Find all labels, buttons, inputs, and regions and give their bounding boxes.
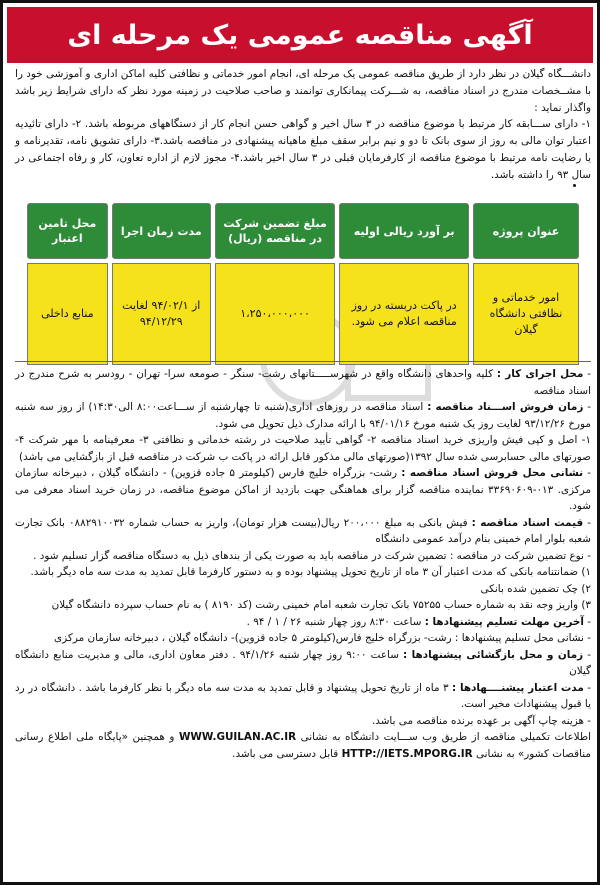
header-duration: مدت زمان اجرا <box>112 203 211 259</box>
intro-paragraph: دانشـــگاه گیلان در نظر دارد از طریق مناقصه عمومی یک مرحله ای، انجام امور خدماتی و نظافتی کلیه اماکن اداری و آموزشی خود را با مشــخصات مندرج در اسناد مناقصه، به شـــرکت پیمانکاری توانمند و صاحب صلاحیت در زمینه مورد نظر که دارای شرایط زیر باشد واگذار نماید : <box>15 68 591 114</box>
work-location-label: محل اجرای کار : <box>496 368 584 380</box>
sale-place-text: رشت- بزرگراه خلیج فارس (کیلومتر ۵ جاده قزوین) - دانشگاه گیلان ، دبیرخانه سازمان مرکزی. ۰۱۳-۳۳۶۹۰۶۰۹ نماینده مناقصه گزار برای هماهنگی جهت بازدید از اماکن موضوع مناقصه، در زمان خرید اسناد معرفی می شود. <box>15 467 592 512</box>
details-section <box>15 366 591 762</box>
sale-place: - نشانی محل فروش اسناد مناقصه : رشت- بزرگراه خلیج فارس (کیلومتر ۵ جاده قزوین) - دانشگاه گیلان ، دبیرخانه سازمان مرکزی. ۰۱۳-۳۳۶۹۰۶۰۹ نماینده مناقصه گزار برای هماهنگی جهت بازدید از اماکن موضوع مناقصه، در زمان خرید اسناد معرفی می شود. <box>15 467 592 512</box>
opening-time-text: ساعت ۹:۰۰ روز چهار شنبه ۹۴/۱/۲۶ . دفتر معاون اداری، مالی و مدیریت منابع دانشگاه گیلان <box>15 648 591 677</box>
more-info <box>15 729 591 762</box>
submission-deadline-text: ساعت ۸:۳۰ روز چهار شنبه ۲۶ / ۱ / ۹۴ . <box>246 615 422 628</box>
project-table <box>23 199 583 369</box>
notice-title: آگهی مناقصه عمومی یک مرحله ای <box>67 19 533 51</box>
more-info-prefix: اطلاعات تکمیلی مناقصه از طریق وب ســـایت دانشگاه به نشانی <box>300 731 592 743</box>
table-header-row <box>27 203 579 259</box>
ad-cost-text: هزینه چاپ آگهی بر عهده برنده مناقصه می باشد. <box>371 714 584 727</box>
document-price-text: فیش بانکی به مبلغ ۲۰۰،۰۰۰ ریال(بیست هزار تومان)، واریز به حساب شماره ۰۸۸۲۹۱۰۰۳۲ بانک تجارت شعبه بلوار امام خمینی بنام درآمد عمومی دانشگاه <box>15 516 591 545</box>
more-info-suffix: قابل دسترسی می باشد. <box>232 747 339 760</box>
guarantee-option-1: ۱) ضمانتنامه بانکی که مدت اعتبار آن ۳ ماه از تاریخ تحویل پیشنهاد بوده و به دستور کارفرما قابل تمدید به مدت سه ماه دیگر باشد. <box>30 566 591 578</box>
guarantee-type: - نوع تضمین شرکت در مناقصه : تضمین شرکت در مناقصه باید به صورت یکی از بندهای ذیل به دستگاه مناقصه گزار تسلیم شود . <box>33 549 591 562</box>
ad-cost: - هزینه چاپ آگهی بر عهده برنده مناقصه می باشد. <box>371 714 591 727</box>
validity-period-text: ۳ ماه از تاریخ تحویل پیشنهاد و قابل تمدید به مدت سه ماه دیگر با نظر کارفرما باشد . دانشگاه در رد یا قبول پیشنهادات مخیر است. <box>15 681 591 710</box>
more-info-middle: و همچنین «پایگاه ملی اطلاع رسانی مناقصات کشور» به نشانی <box>15 731 591 760</box>
sale-time: - زمان فروش اســـناد مناقصه : اسناد مناقصه در روزهای اداری(شنبه تا چهارشنبه از ســـاعت۸:۰۰ الی۱۴:۳۰) از روز سه شنبه مورخ ۹۳/۱۲/۲۶ لغایت روز یک شنبه مورخ ۹۴/۰۱/۱۶ با ارائه مدارک ذیل تحویل می شود. <box>15 401 591 430</box>
guarantee-type-text: نوع تضمین شرکت در مناقصه : تضمین شرکت در مناقصه باید به صورت یکی از بندهای ذیل به دستگاه مناقصه گزار تسلیم شود . <box>33 549 584 562</box>
document-price: - قیمت اسناد مناقصه : فیش بانکی به مبلغ ۲۰۰،۰۰۰ ریال(بیست هزار تومان)، واریز به حساب شماره ۰۸۸۲۹۱۰۰۳۲ بانک تجارت شعبه بلوار امام خمینی بنام درآمد عمومی دانشگاه <box>15 516 591 545</box>
sale-time-label: زمان فروش اســـناد مناقصه : <box>427 401 584 413</box>
document-price-label: قیمت اسناد مناقصه : <box>471 516 584 529</box>
title-banner <box>7 7 593 63</box>
requirements-paragraph: ۱- دارای ســـابقه کار مرتبط با موضوع مناقصه در ۳ سال اخیر و گواهی حسن انجام کار از دستگاههای مربوطه باشد. ۲- دارای تائیدیه اعتبار توان مالی به روز از سوی بانک تا دو و نیم برابر سقف مبلغ ماهیانه پیشنهادی در مناقصه باشد.۳- دارای تشویق نامه، تقدیرنامه و یا رضایت نامه مرتبط با موضوع مناقصه از کارفرمایان قبلی در ۳ سال اخیر باشد.۴- مجوز لازم از اداره تعاون، کار و رفاه اجتماعی در سال ۹۳ را داشته باشد. <box>15 118 592 181</box>
opening-time: - زمان و محل بازگشائی پیشنهادها : ساعت ۹:۰۰ روز چهار شنبه ۹۴/۱/۲۶ . دفتر معاون اداری، مالی و مدیریت منابع دانشگاه گیلان <box>15 648 592 677</box>
header-initial-estimate: بر آورد ریالی اولیه <box>339 203 469 259</box>
guarantee-option-3: ۳) واریز وجه نقد به شماره حساب ۷۵۲۵۵ بانک تجارت شعبه امام خمینی رشت (کد ۸۱۹۰ ) به نام حساب سپرده دانشگاه گیلان <box>51 599 591 611</box>
submission-place: - نشانی محل تسلیم پیشنهادها : رشت- بزرگراه خلیج فارس(کیلومتر ۵ جاده قزوین)- دانشگاه گیلان ، دبیرخانه سازمان مرکزی <box>54 632 591 644</box>
cell-project-title: امور خدماتی و نظافتی دانشگاه گیلان <box>473 263 579 365</box>
validity-period-label: مدت اعتبار پیشنــــهادها : <box>452 681 584 694</box>
required-documents-text: ۱- اصل و کپی فیش واریزی خرید اسناد مناقصه ۲- گواهی تأیید صلاحیت در رشته خدماتی و نظافتی ۳- معرفینامه با مهر شرکت ۴- صورتهای مالی حسابرسی شده سال ۱۳۹۲(صورتهای مالی مذکور قابل ارائه در پاکت ب شرکت در مناقصه قبل از بازگشایی می باشد) <box>15 434 591 463</box>
cell-initial-estimate: در پاکت دربسته در روز مناقصه اعلام می شود. <box>339 263 469 365</box>
sale-place-label: نشانی محل فروش اسناد مناقصه : <box>401 467 584 479</box>
cell-duration: از ۹۴/۰۲/۱ لغایت ۹۴/۱۲/۲۹ <box>112 263 211 365</box>
validity-period: - مدت اعتبار پیشنــــهادها : ۳ ماه از تاریخ تحویل پیشنهاد و قابل تمدید به مدت سه ماه دیگر با نظر کارفرما باشد . دانشگاه در رد یا قبول پیشنهادات مخیر است. <box>15 681 591 710</box>
work-location: - محل اجرای کار : کلیه واحدهای دانشگاه واقع در شهرســـــتانهای رشت- سنگر - صومعه سرا- تهران - رودسر به شرح مندرج در اسناد مناقصه <box>15 368 591 397</box>
header-funding-source: محل تامین اعتبار <box>27 203 108 259</box>
submission-place-text: نشانی محل تسلیم پیشنهادها : رشت- بزرگراه خلیج فارس(کیلومتر ۵ جاده قزوین)- دانشگاه گیلان ، دبیرخانه سازمان مرکزی <box>54 632 584 644</box>
guarantee-option-2: ۲) چک تضمین شده بانکی <box>480 582 591 595</box>
header-project-title: عنوان پروژه <box>473 203 579 259</box>
tenders-portal-link[interactable]: HTTP://IETS.MPORG.IR <box>341 747 473 760</box>
intro-section <box>15 66 591 184</box>
divider <box>15 361 591 362</box>
sale-time-text: اسناد مناقصه در روزهای اداری(شنبه تا چهارشنبه از ســـاعت۸:۰۰ الی۱۴:۳۰) از روز سه شنبه مورخ ۹۳/۱۲/۲۶ لغایت روز یک شنبه مورخ ۹۴/۰۱/۱۶ با ارائه مدارک ذیل تحویل می شود. <box>15 401 591 430</box>
bullet-dot <box>573 184 576 187</box>
table-row <box>27 263 579 365</box>
required-documents <box>15 432 591 465</box>
cell-funding-source: منابع داخلی <box>27 263 108 365</box>
submission-deadline: - آخرین مهلت تسلیم پیشنهادها : ساعت ۸:۳۰ روز چهار شنبه ۲۶ / ۱ / ۹۴ . <box>246 615 591 628</box>
work-location-text: کلیه واحدهای دانشگاه واقع در شهرســـــتانهای رشت- سنگر - صومعه سرا- تهران - رودسر به شرح مندرج در اسناد مناقصه <box>15 368 591 397</box>
header-guarantee-amount: مبلغ تضمین شرکت در مناقصه (ریال) <box>215 203 335 259</box>
submission-deadline-label: آخرین مهلت تسلیم پیشنهادها : <box>424 615 584 628</box>
cell-guarantee-amount: ۱،۲۵۰،۰۰۰،۰۰۰ <box>215 263 335 365</box>
opening-time-label: زمان و محل بازگشائی پیشنهادها : <box>403 648 584 661</box>
university-website-link[interactable]: WWW.GUILAN.AC.IR <box>178 731 297 743</box>
